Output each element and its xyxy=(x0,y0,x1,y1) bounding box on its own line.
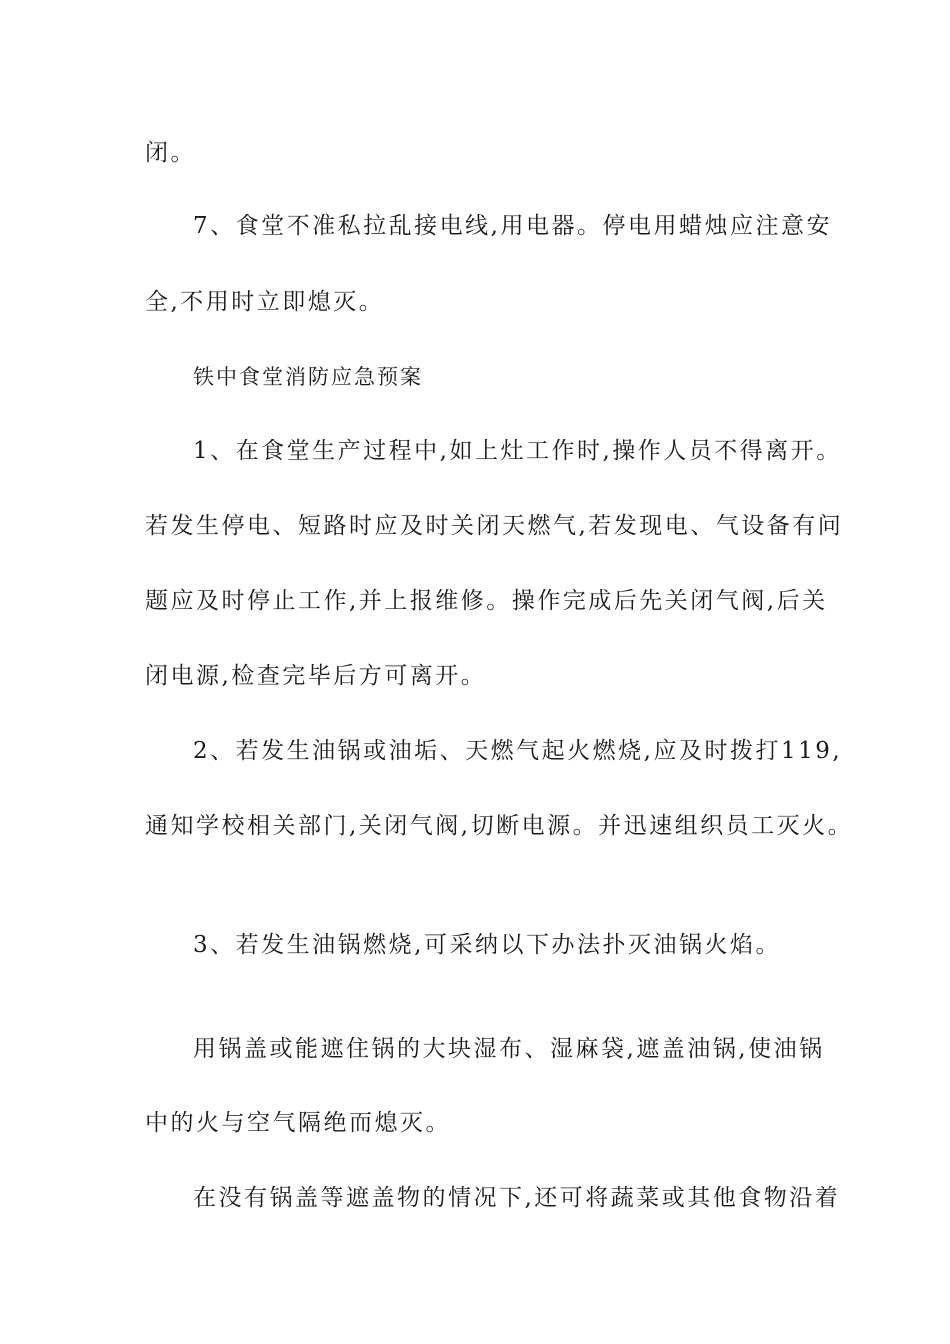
text-line: 闭。 xyxy=(145,140,196,166)
text-line: 闭电源,检查完毕后方可离开。 xyxy=(145,663,487,689)
text-line: 1、在食堂生产过程中,如上灶工作时,操作人员不得离开。 xyxy=(193,438,842,464)
text-line: 中的火与空气隔绝而熄灭。 xyxy=(145,1110,451,1136)
text-line: 3、若发生油锅燃烧,可采纳以下办法扑灭油锅火焰。 xyxy=(193,932,781,958)
section-heading: 铁中食堂消防应急预案 xyxy=(193,365,423,389)
text-line: 题应及时停止工作,并上报维修。操作完成后先关闭气阀,后关 xyxy=(145,588,828,614)
text-line: 用锅盖或能遮住锅的大块湿布、湿麻袋,遮盖油锅,使油锅 xyxy=(193,1036,825,1062)
text-line: 在没有锅盖等遮盖物的情况下,还可将蔬菜或其他食物沿着 xyxy=(193,1185,841,1211)
text-line: 7、食堂不准私拉乱接电线,用电器。停电用蜡烛应注意安 xyxy=(193,213,832,239)
text-line: 若发生停电、短路时应及时关闭天燃气,若发现电、气设备有问 xyxy=(145,513,844,539)
text-line: 全,不用时立即熄灭。 xyxy=(145,289,385,315)
text-line: 通知学校相关部门,关闭气阀,切断电源。并迅速组织员工灭火。 xyxy=(145,813,854,839)
text-line: 2、若发生油锅或油垢、天燃气起火燃烧,应及时拨打119, xyxy=(193,738,843,764)
